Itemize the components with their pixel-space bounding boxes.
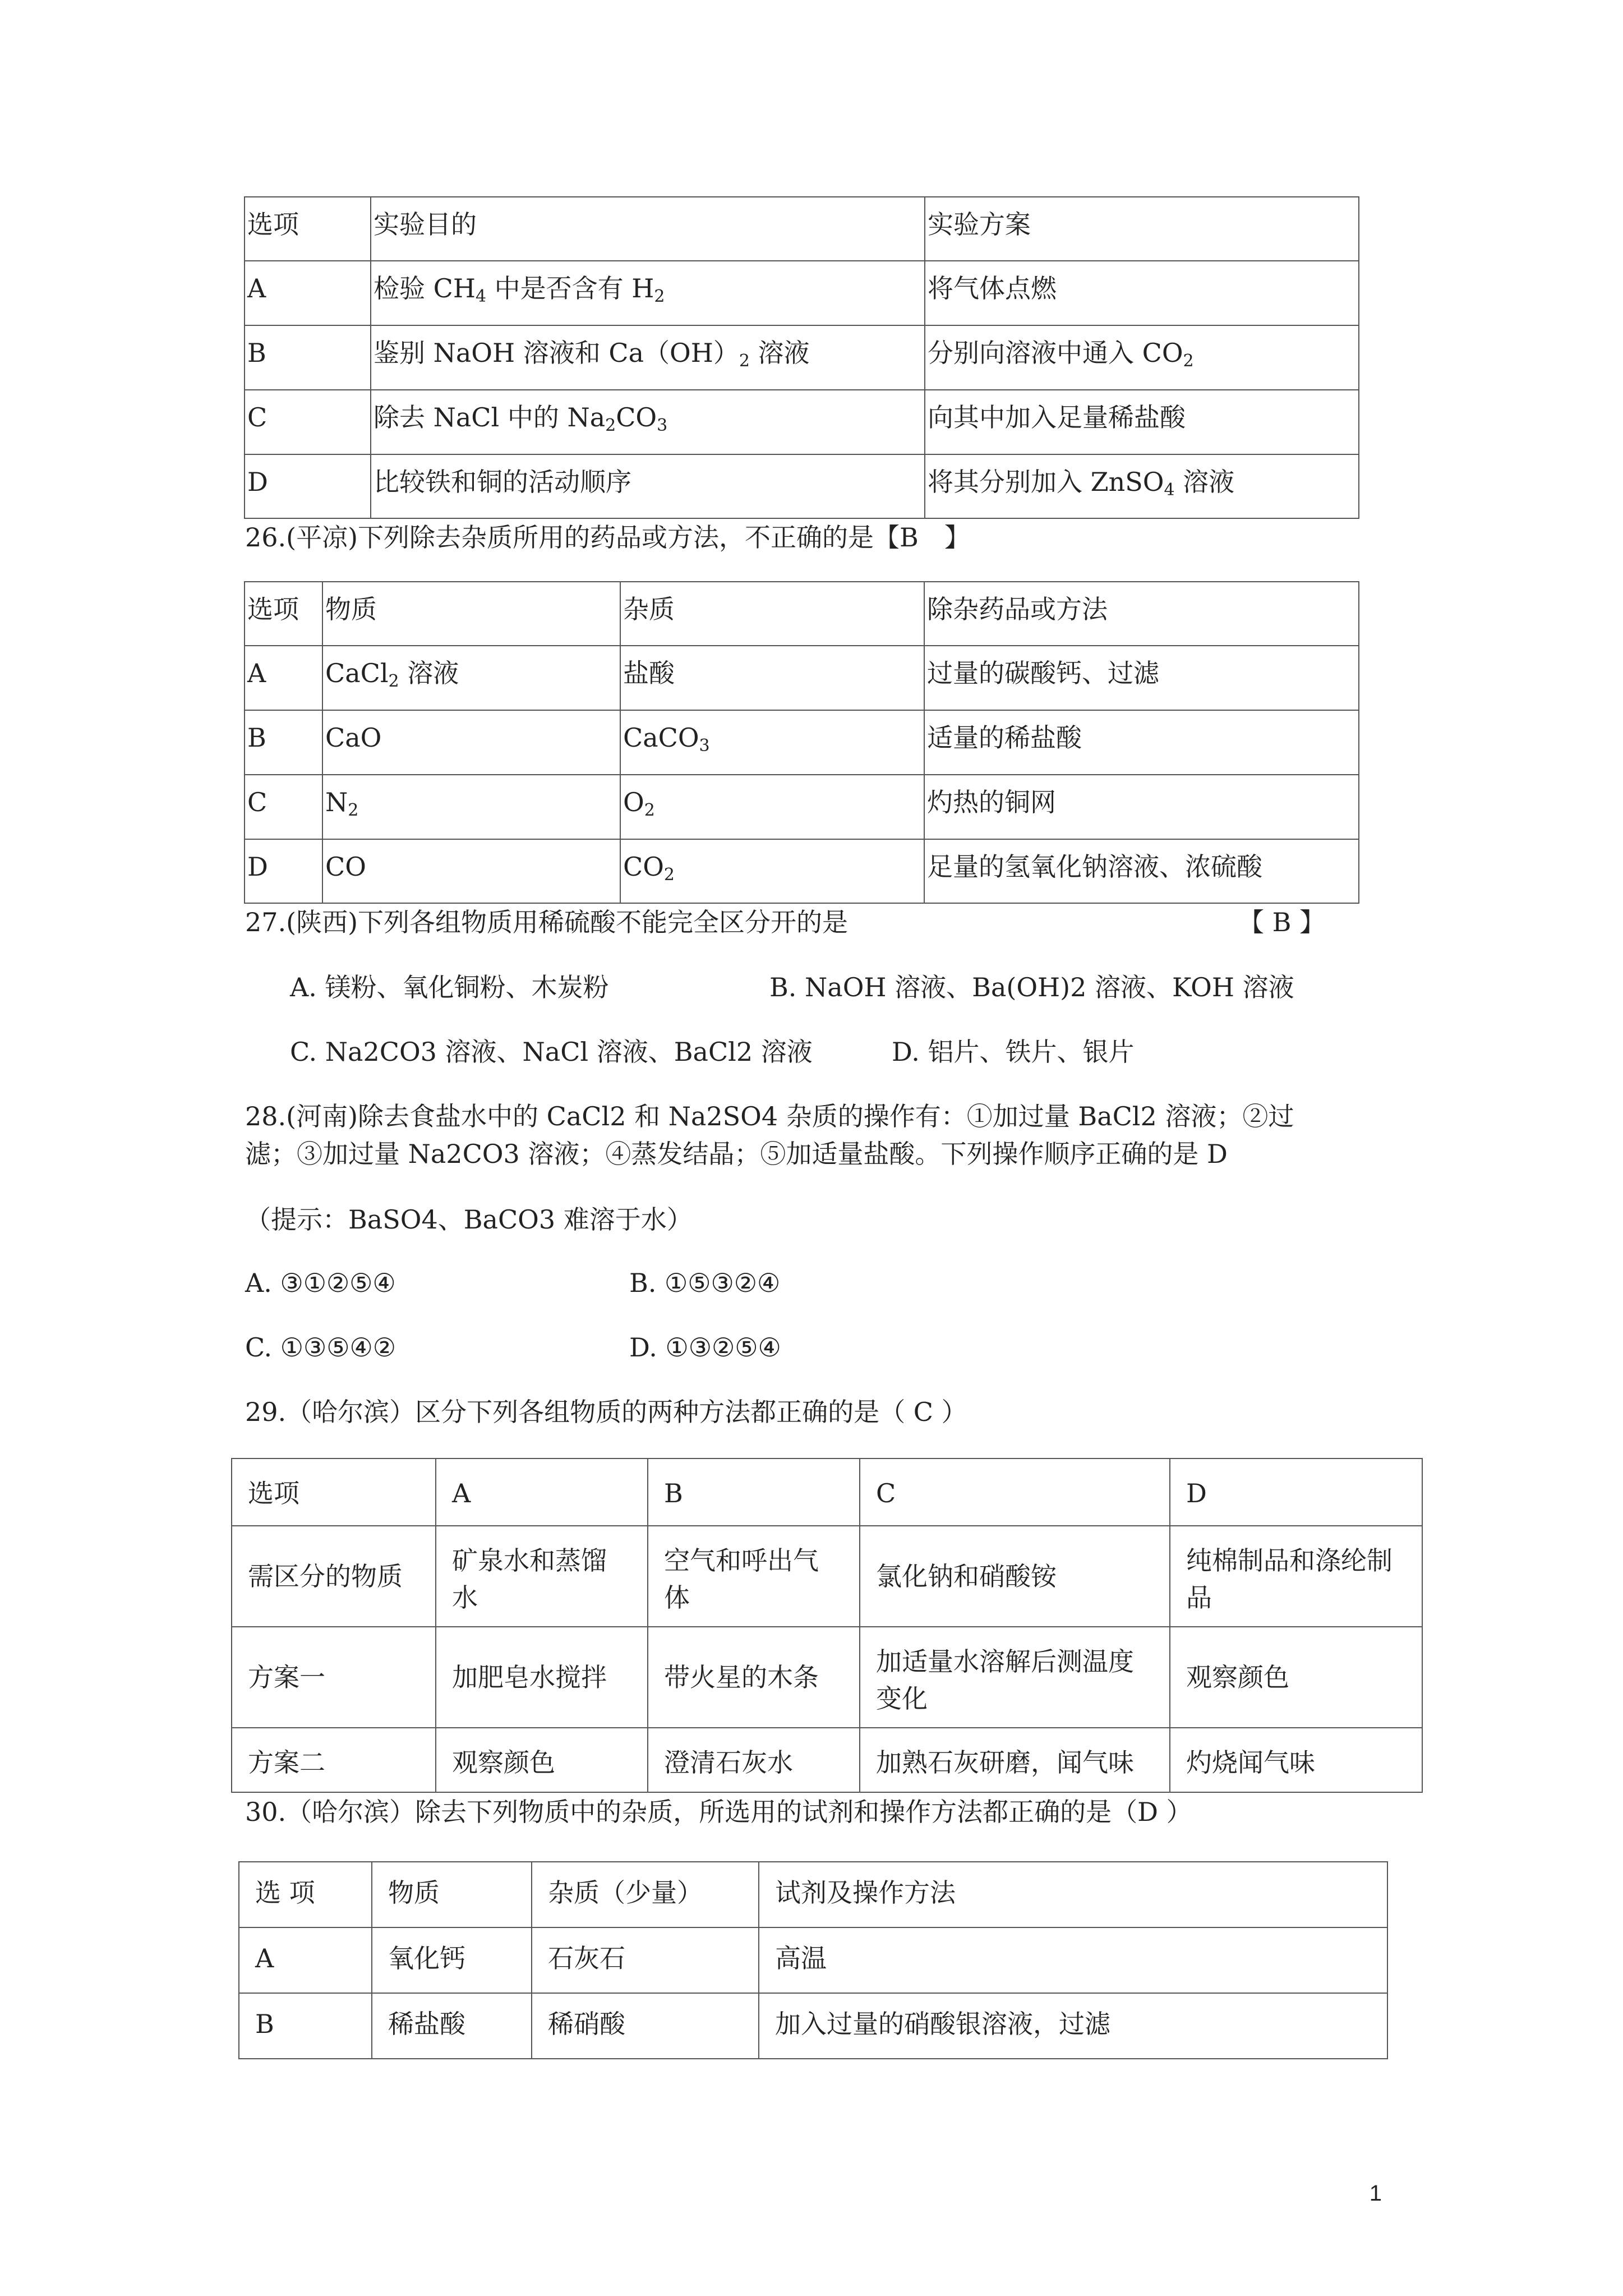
- table-header: 杂质（少量）: [532, 1862, 759, 1927]
- table-cell: 将其分别加入 ZnSO$_4$ 溶液: [925, 454, 1359, 518]
- question-28-option-a: A. ③①②⑤④: [245, 1268, 396, 1298]
- question-29-stem: 29.（哈尔滨）区分下列各组物质的两种方法都正确的是（ C ）: [245, 1397, 967, 1427]
- table-cell: CaCO$_3$: [620, 710, 924, 775]
- table-cell: CaCl$_2$ 溶液: [322, 646, 620, 710]
- table-cell: 足量的氢氧化钠溶液、浓硫酸: [924, 839, 1359, 903]
- table-cell: A: [239, 1927, 372, 1993]
- table-cell: 将气体点燃: [925, 261, 1359, 325]
- table-cell: 方案一: [232, 1627, 436, 1728]
- table-cell: 加肥皂水搅拌: [436, 1627, 648, 1728]
- table-cell: 氯化钠和硝酸铵: [860, 1526, 1170, 1627]
- table-cell: 稀盐酸: [372, 1993, 532, 2059]
- question-27-option-a: A. 镁粉、氧化铜粉、木炭粉: [290, 972, 609, 1002]
- table-cell: 灼烧闻气味: [1170, 1728, 1422, 1792]
- table-cell: 加适量水溶解后测温度变化: [860, 1627, 1170, 1728]
- table-cell: 纯棉制品和涤纶制品: [1170, 1526, 1422, 1627]
- table-cell: 方案二: [232, 1728, 436, 1792]
- table-cell: CaO: [322, 710, 620, 775]
- table-experiment-plans: [244, 196, 1359, 519]
- table-header: 实验目的: [371, 197, 925, 261]
- table-cell: 过量的碳酸钙、过滤: [924, 646, 1359, 710]
- table-cell: 除去 NaCl 中的 $Na_2CO_3$: [371, 390, 925, 454]
- table-cell: 石灰石: [532, 1927, 759, 1993]
- table-cell: 灼热的铜网: [924, 775, 1359, 839]
- table-header: 选 项: [239, 1862, 372, 1927]
- question-28-line-2: 滤；③加过量 Na2CO3 溶液；④蒸发结晶；⑤加适量盐酸。下列操作顺序正确的是 D: [245, 1139, 1228, 1169]
- table-header: 杂质: [620, 582, 924, 646]
- table-cell: 矿泉水和蒸馏水: [436, 1526, 648, 1627]
- table-header: 物质: [322, 582, 620, 646]
- table-cell: A: [245, 261, 371, 325]
- table-cell: 加入过量的硝酸银溶液，过滤: [759, 1993, 1387, 2059]
- question-27-option-c: C. Na2CO3 溶液、NaCl 溶液、BaCl2 溶液: [290, 1037, 813, 1067]
- question-27-answer: 【 B 】: [1238, 907, 1326, 937]
- table-header: 选项: [232, 1458, 436, 1526]
- table-header: 除杂药品或方法: [924, 582, 1359, 646]
- table-cell: 空气和呼出气体: [648, 1526, 860, 1627]
- question-27-option-b: B. NaOH 溶液、Ba(OH)2 溶液、KOH 溶液: [769, 972, 1294, 1002]
- table-cell: 鉴别 NaOH 溶液和 $Ca(OH)_2$ 溶液: [371, 325, 925, 390]
- table-cell: B: [245, 710, 322, 775]
- question-28-line-1: 28.(河南)除去食盐水中的 CaCl2 和 Na2SO4 杂质的操作有：①加过量 BaCl2 溶液；②过: [245, 1101, 1294, 1131]
- table-header: 物质: [372, 1862, 532, 1927]
- question-26: 26.(平凉)下列除去杂质所用的药品或方法，不正确的是【B 】: [245, 522, 970, 553]
- table-cell: 适量的稀盐酸: [924, 710, 1359, 775]
- table-cell: 氧化钙: [372, 1927, 532, 1993]
- question-27-stem: 27.(陕西)下列各组物质用稀硫酸不能完全区分开的是: [245, 907, 849, 937]
- table-header: 选项: [245, 582, 322, 646]
- table-cell: 分别向溶液中通入 $CO_2$: [925, 325, 1359, 390]
- table-cell: 高温: [759, 1927, 1387, 1993]
- table-cell: 检验 $CH_4$ 中是否含有 $H_2$: [371, 261, 925, 325]
- table-cell: 观察颜色: [1170, 1627, 1422, 1728]
- table-cell: C: [245, 390, 371, 454]
- question-28-hint: （提示：BaSO4、BaCO3 难溶于水）: [245, 1204, 693, 1235]
- question-28-option-b: B. ①⑤③②④: [629, 1268, 781, 1298]
- table-cell: 盐酸: [620, 646, 924, 710]
- question-27-option-d: D. 铝片、铁片、银片: [892, 1037, 1135, 1067]
- table-header: B: [648, 1458, 860, 1526]
- table-cell: 比较铁和铜的活动顺序: [371, 454, 925, 518]
- table-header: D: [1170, 1458, 1422, 1526]
- table-cell: 需区分的物质: [232, 1526, 436, 1627]
- table-cell: D: [245, 839, 322, 903]
- table-impurity-removal: [244, 581, 1359, 904]
- table-header: 实验方案: [925, 197, 1359, 261]
- table-cell: $CO_2$: [620, 839, 924, 903]
- table-cell: B: [245, 325, 371, 390]
- table-cell: 加熟石灰研磨，闻气味: [860, 1728, 1170, 1792]
- table-q30: [238, 1861, 1388, 2059]
- table-cell: D: [245, 454, 371, 518]
- table-header: A: [436, 1458, 648, 1526]
- table-cell: 观察颜色: [436, 1728, 648, 1792]
- table-cell: B: [239, 1993, 372, 2059]
- table-header: 选项: [245, 197, 371, 261]
- table-cell: 澄清石灰水: [648, 1728, 860, 1792]
- question-30-stem: 30.（哈尔滨）除去下列物质中的杂质，所选用的试剂和操作方法都正确的是（D ）: [245, 1797, 1192, 1827]
- page-number: 1: [1369, 2181, 1382, 2206]
- table-cell: 带火星的木条: [648, 1627, 860, 1728]
- table-cell: 向其中加入足量稀盐酸: [925, 390, 1359, 454]
- table-cell: $N_2$: [322, 775, 620, 839]
- question-28-option-c: C. ①③⑤④②: [245, 1332, 396, 1363]
- table-cell: C: [245, 775, 322, 839]
- table-cell: CO: [322, 839, 620, 903]
- table-q29: [231, 1458, 1423, 1793]
- table-cell: 稀硝酸: [532, 1993, 759, 2059]
- table-header: C: [860, 1458, 1170, 1526]
- table-cell: $O_2$: [620, 775, 924, 839]
- table-cell: A: [245, 646, 322, 710]
- table-header: 试剂及操作方法: [759, 1862, 1387, 1927]
- question-28-option-d: D. ①③②⑤④: [629, 1332, 781, 1363]
